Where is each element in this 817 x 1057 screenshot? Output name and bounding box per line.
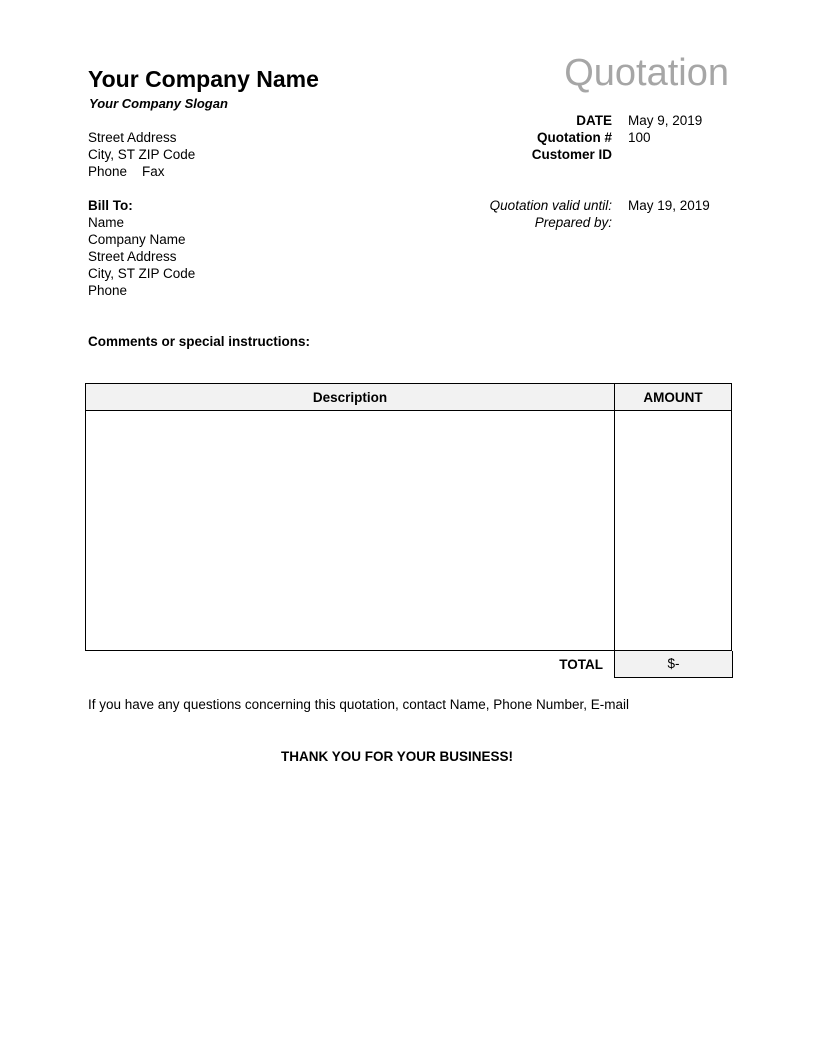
date-label: DATE	[576, 113, 612, 128]
valid-until-value: May 19, 2019	[628, 198, 710, 213]
bill-to-company: Company Name	[88, 232, 186, 247]
questions-note: If you have any questions concerning this quotation, contact Name, Phone Number, E-mail	[88, 697, 630, 712]
total-label: TOTAL	[559, 657, 603, 672]
company-slogan: Your Company Slogan	[89, 96, 228, 111]
quotation-number-label: Quotation #	[537, 130, 612, 145]
amount-cell[interactable]	[615, 411, 732, 651]
meta-values	[628, 112, 702, 163]
company-address	[88, 129, 195, 180]
bill-to-name: Name	[88, 215, 125, 230]
description-cell[interactable]	[86, 411, 615, 651]
validity-values	[628, 197, 710, 231]
prepared-by-label: Prepared by:	[534, 215, 612, 230]
valid-until-label: Quotation valid until:	[489, 198, 612, 213]
table-header-row	[86, 384, 732, 411]
bill-to-block	[88, 197, 195, 299]
amount-header: AMOUNT	[615, 384, 732, 411]
thank-you-message: THANK YOU FOR YOUR BUSINESS!	[281, 749, 514, 764]
document-title: Quotation	[564, 52, 729, 94]
bill-to-phone: Phone	[88, 283, 128, 298]
customer-id-label: Customer ID	[531, 147, 612, 162]
description-header: Description	[86, 384, 615, 411]
bill-to-city-line: City, ST ZIP Code	[88, 266, 196, 281]
company-street: Street Address	[88, 130, 177, 145]
company-phone-fax: Phone Fax	[88, 164, 165, 179]
quotation-number-value: 100	[628, 130, 651, 145]
total-value: $-	[614, 651, 733, 678]
bill-to-label: Bill To:	[88, 198, 133, 213]
date-value: May 9, 2019	[628, 113, 703, 128]
prepared-by-value	[628, 214, 710, 231]
bill-to-street: Street Address	[88, 249, 177, 264]
comments-label: Comments or special instructions:	[88, 334, 311, 349]
customer-id-value	[628, 146, 702, 163]
table-row	[86, 411, 732, 651]
company-city-line: City, ST ZIP Code	[88, 147, 196, 162]
validity-labels	[490, 197, 612, 231]
meta-labels	[532, 112, 612, 163]
company-name: Your Company Name	[88, 66, 319, 92]
items-table	[85, 383, 732, 651]
